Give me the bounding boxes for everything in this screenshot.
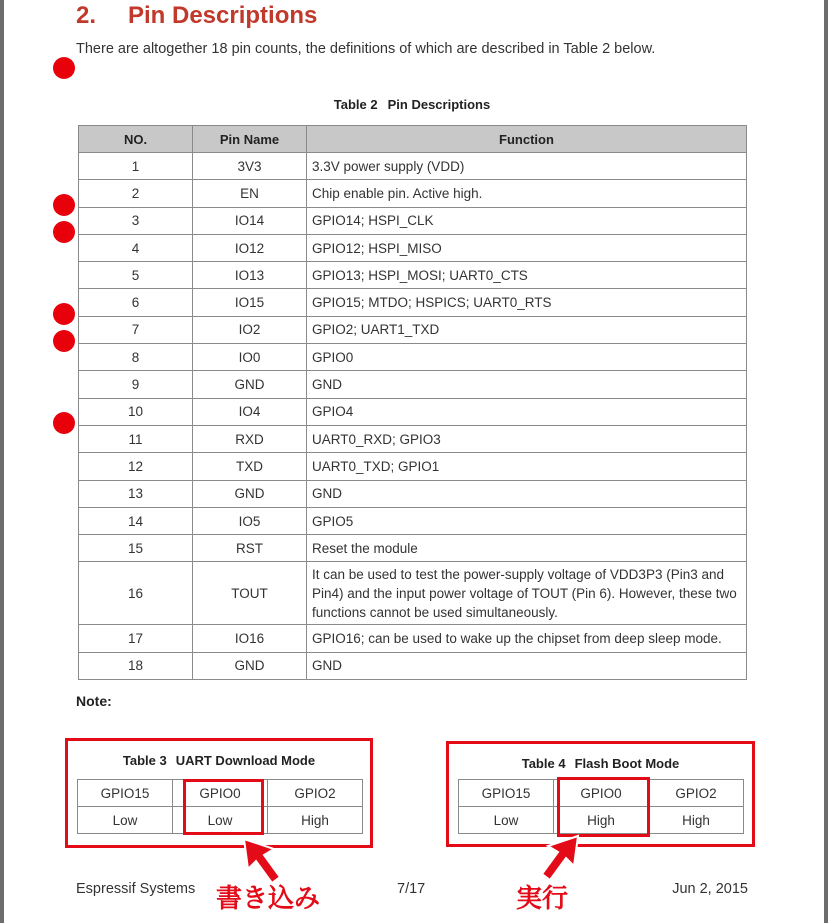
pin-name-cell: GND [193,652,307,679]
pin-name-cell: IO14 [193,207,307,234]
pin-name-cell: IO13 [193,262,307,289]
row-marker-dot [53,194,75,216]
row-marker-dot [53,57,75,79]
table3-value-gpio2: High [268,807,363,834]
table2-caption-title: Pin Descriptions [387,97,491,112]
pin-name-cell: RST [193,535,307,562]
pin-name-cell: IO4 [193,398,307,425]
pin-number-cell: 15 [79,535,193,562]
table-row [79,371,747,398]
table-row [79,207,747,234]
table4-flash-boot-mode [446,741,755,847]
pin-number-cell: 18 [79,652,193,679]
table4-value-gpio2: High [649,807,744,834]
page-edge-left [0,0,4,923]
pin-number-cell: 5 [79,262,193,289]
table-row [79,480,747,507]
table3-caption-label: Table 3 [122,753,167,768]
download-annotation-label: 書き込み [216,884,321,914]
table-row [79,234,747,261]
pin-number-cell: 16 [79,562,193,625]
pin-function-cell: GPIO2; UART1_TXD [307,316,747,343]
footer-company: Espressif Systems [76,881,196,897]
row-marker-dot [53,412,75,434]
table-row [79,398,747,425]
table-row [79,453,747,480]
pin-name-cell: IO16 [193,625,307,652]
pin-number-cell: 2 [79,180,193,207]
pin-function-cell: GND [307,652,747,679]
table4-value-gpio15: Low [459,807,554,834]
table-row [79,562,747,625]
pin-name-cell: TXD [193,453,307,480]
pin-name-cell: TOUT [193,562,307,625]
table-row [79,316,747,343]
table-row [79,262,747,289]
pin-function-cell: GND [307,480,747,507]
row-marker-dot [53,330,75,352]
table3-value-gpio0: Low [173,807,268,834]
row-marker-dot [53,303,75,325]
pin-name-cell: 3V3 [193,153,307,180]
pin-number-cell: 10 [79,398,193,425]
table3-header-gpio15: GPIO15 [78,780,173,807]
pin-number-cell: 14 [79,507,193,534]
pin-name-cell: IO0 [193,344,307,371]
pin-function-cell: GPIO15; MTDO; HSPICS; UART0_RTS [307,289,747,316]
pin-number-cell: 3 [79,207,193,234]
table4-gpio0-highlight [557,777,650,837]
footer-page-number: 7/17 [397,881,426,897]
table2-caption [76,97,748,112]
table4-header-gpio0: GPIO0 [554,780,649,807]
pin-number-cell: 7 [79,316,193,343]
pin-name-cell: GND [193,480,307,507]
table-row [79,289,747,316]
pin-function-cell: UART0_TXD; GPIO1 [307,453,747,480]
pin-function-cell: GPIO0 [307,344,747,371]
pin-function-cell: GPIO14; HSPI_CLK [307,207,747,234]
pin-function-cell: UART0_RXD; GPIO3 [307,425,747,452]
table2-caption-label: Table 2 [333,97,378,112]
table-row [79,425,747,452]
header-no: NO. [79,126,193,153]
pin-function-cell: GPIO5 [307,507,747,534]
header-function: Function [307,126,747,153]
pin-name-cell: EN [193,180,307,207]
pin-descriptions-table [78,125,747,680]
table-row [79,344,747,371]
table-row [79,153,747,180]
table-row [79,652,747,679]
table3-header-gpio0: GPIO0 [173,780,268,807]
pin-function-cell: GND [307,371,747,398]
table3-caption [68,753,370,768]
pin-function-cell: GPIO4 [307,398,747,425]
pin-number-cell: 12 [79,453,193,480]
run-arrow-icon [540,832,586,882]
pin-number-cell: 8 [79,344,193,371]
pin-name-cell: IO12 [193,234,307,261]
header-pin-name: Pin Name [193,126,307,153]
note-label: Note: [76,693,112,709]
pin-function-cell: It can be used to test the power-supply voltage of VDD3P3 (Pin3 and Pin4) and the input power voltage of TOUT (Pin 6). However, these two functions cannot be used simultaneously. [307,562,747,625]
pin-name-cell: RXD [193,425,307,452]
run-annotation-label: 実行 [516,884,569,914]
table-header-row [79,126,747,153]
pin-function-cell: GPIO13; HSPI_MOSI; UART0_CTS [307,262,747,289]
pin-name-cell: IO2 [193,316,307,343]
pin-number-cell: 4 [79,234,193,261]
table4-caption [449,756,752,771]
table-row [79,535,747,562]
table3-uart-download-mode [65,738,373,848]
table-row [79,180,747,207]
section-intro: There are altogether 18 pin counts, the definitions of which are described in Table 2 below. [76,41,656,57]
footer-date: Jun 2, 2015 [672,881,748,897]
table-row [79,507,747,534]
section-number: 2. [76,2,97,29]
row-marker-dot [53,221,75,243]
pin-function-cell: Reset the module [307,535,747,562]
table4-caption-title: Flash Boot Mode [574,756,680,771]
pin-number-cell: 9 [79,371,193,398]
table3-caption-title: UART Download Mode [175,753,316,768]
pin-number-cell: 11 [79,425,193,452]
table4-header-gpio2: GPIO2 [649,780,744,807]
pin-name-cell: GND [193,371,307,398]
pin-name-cell: IO15 [193,289,307,316]
pin-name-cell: IO5 [193,507,307,534]
table3-header-gpio2: GPIO2 [268,780,363,807]
pin-function-cell: GPIO12; HSPI_MISO [307,234,747,261]
table4-value-gpio0: High [554,807,649,834]
pin-number-cell: 6 [79,289,193,316]
pin-number-cell: 1 [79,153,193,180]
page-edge-right [824,0,828,923]
pin-function-cell: 3.3V power supply (VDD) [307,153,747,180]
section-heading [76,2,317,30]
table-row [79,625,747,652]
table4-header-gpio15: GPIO15 [459,780,554,807]
pin-number-cell: 17 [79,625,193,652]
pin-function-cell: GPIO16; can be used to wake up the chipset from deep sleep mode. [307,625,747,652]
section-title: Pin Descriptions [128,2,318,29]
table3-value-gpio15: Low [78,807,173,834]
table4-caption-label: Table 4 [521,756,566,771]
table3-gpio0-highlight [183,779,264,835]
pin-number-cell: 13 [79,480,193,507]
pin-function-cell: Chip enable pin. Active high. [307,180,747,207]
